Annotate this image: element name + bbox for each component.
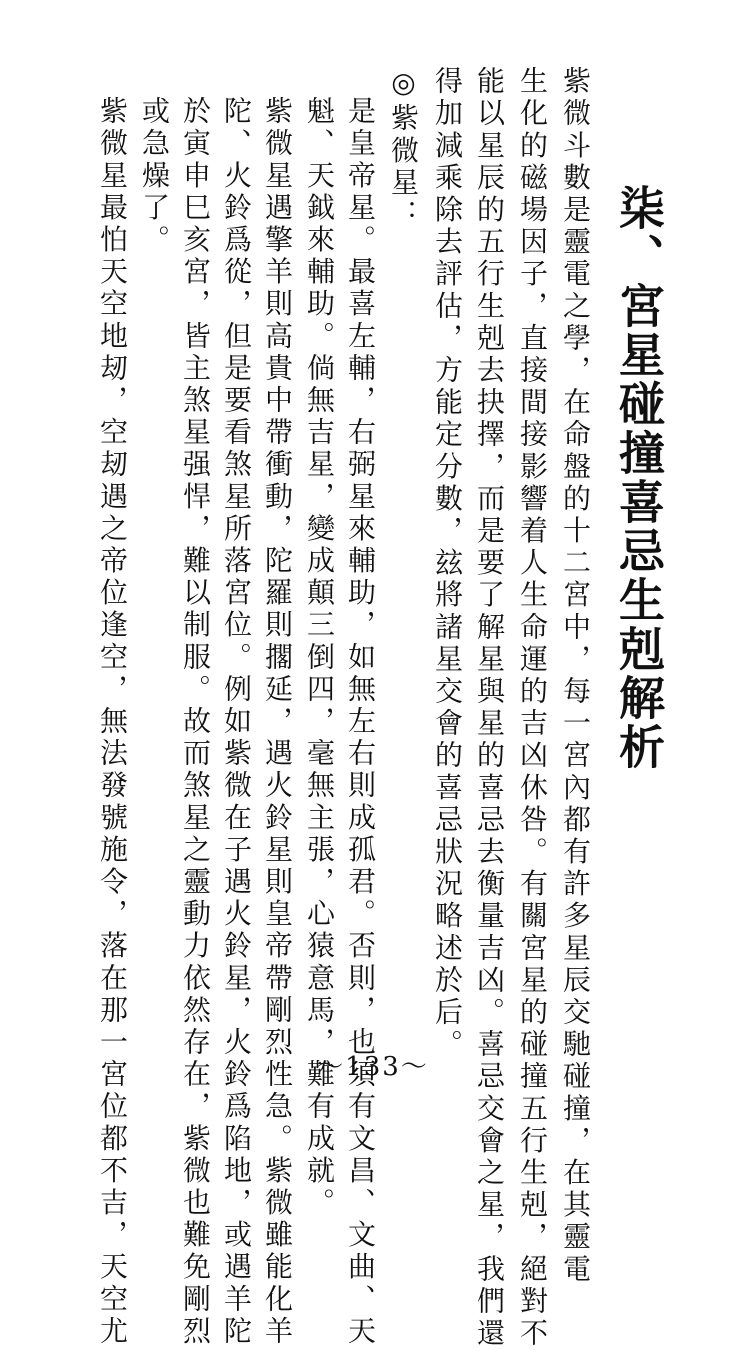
text-line-6: 是皇帝星。最喜左輔，右弼星來輔助，如無左右則成孤君。否則，也須有文昌、文曲、天 <box>344 96 377 1348</box>
text-line-3: 能以星辰的五行生剋去抉擇，而是要了解星與星的喜忌去衡量吉凶。喜忌交會之星，我們還 <box>473 66 506 1350</box>
chapter-title: 柒、宮星碰撞喜忌生剋解析 <box>612 184 666 772</box>
text-line-12: 紫微星最怕天空地刼，空刼遇之帝位逢空，無法發號施令，落在那一宮位都不吉，天空尤 <box>96 96 129 1348</box>
text-line-7: 魁、天鉞來輔助。倘無吉星，變成顛三倒四，毫無主張，心猿意馬，難有成就。 <box>303 96 336 1220</box>
text-line-4: 得加減乘除去評估，方能定分數，玆將諸星交會的喜忌狀況略述於后。 <box>431 66 464 1062</box>
text-line-8: 紫微星遇擎羊則高貴中帶衝動，陀羅則擱延，遇火鈴星則皇帝帶剛烈性急。紫微雖能化羊 <box>261 96 294 1348</box>
text-line-9: 陀、火鈴爲從，但是要看煞星所落宮位。例如紫微在子遇火鈴星，火鈴爲陷地，或遇羊陀 <box>220 96 253 1348</box>
text-line-2: 生化的磁場因子，直接間接影響着人生命運的吉凶休咎。有關宮星的碰撞五行生剋，絕對不 <box>516 66 549 1350</box>
text-line-1: 紫微斗數是靈電之學，在命盤的十二宮中，每一宮內都有許多星辰交馳碰撞，在其靈電 <box>559 66 592 1286</box>
text-line-11: 或急燥了。 <box>138 96 171 257</box>
section-heading-ziwei-star: ◎紫微星： <box>387 66 420 232</box>
text-line-10: 於寅申巳亥宮，皆主煞星强悍，難以制服。故而煞星之靈動力依然存在，紫微也難免剛烈 <box>179 96 212 1348</box>
page-number: ～133～ <box>317 1052 429 1082</box>
